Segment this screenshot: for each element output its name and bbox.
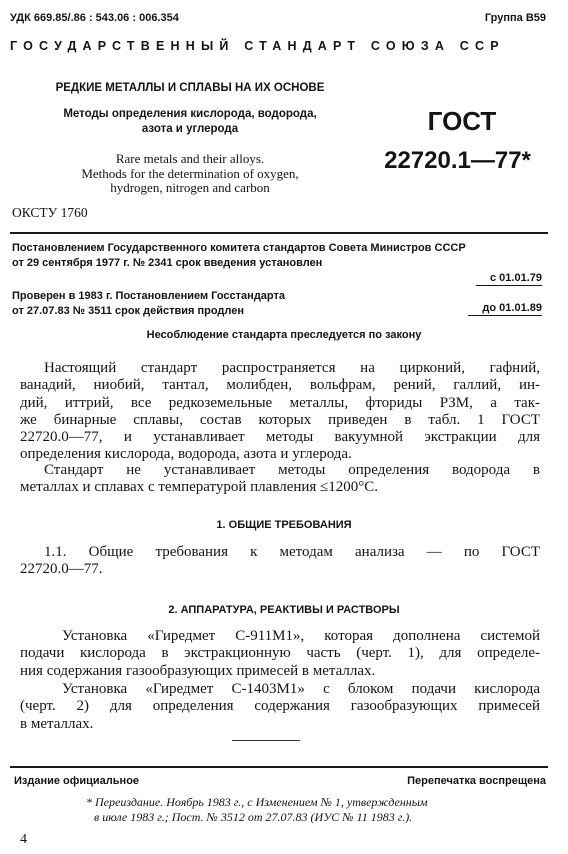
page-number: 4 (20, 832, 27, 847)
text-line: Установка «Гиредмет С-911М1», которая дополнена системой (62, 628, 540, 644)
title-en (40, 152, 340, 196)
date-validity (468, 302, 542, 314)
text-line: Установка «Гиредмет С-1403М1» с блоком подачи кислорода (62, 681, 540, 697)
title-ru-sub (40, 107, 340, 137)
text-line: же бинарные сплавы, состав которых приведен в табл. 1 ГОСТ (20, 411, 540, 428)
text-line: 22720.0—77. (20, 561, 103, 578)
okstu-code: ОКСТУ 1760 (12, 205, 88, 220)
decree-text (12, 241, 466, 271)
official-edition-label: Издание официальное (14, 775, 140, 787)
decree-line: Постановлением Государственного комитета стандартов Совета Министров СССР (12, 242, 466, 254)
date-introduction-value: с 01.01.79 (476, 272, 542, 286)
state-standard-banner: ГОСУДАРСТВЕННЫЙ СТАНДАРТ СОЮЗА ССР (10, 39, 505, 53)
date-introduction (476, 272, 542, 284)
gost-number: 22720.1—77* (384, 147, 531, 174)
decree-line: от 29 сентября 1977 г. № 2341 срок введения установлен (12, 257, 323, 269)
violation-notice: Несоблюдение стандарта преследуется по закону (146, 329, 422, 341)
footnote-line: * Переиздание. Ноябрь 1983 г., с Изменением № 1, утвержденным (86, 795, 428, 809)
divider-bottom (10, 766, 548, 768)
title-ru-main: РЕДКИЕ МЕТАЛЛЫ И СПЛАВЫ НА ИХ ОСНОВЕ (55, 82, 325, 94)
paragraph-exclusion (20, 462, 540, 497)
text-line: в металлах. (20, 715, 94, 732)
text-line: ванадий, ниобий, тантал, молибден, вольфрам, рений, галлий, ин- (20, 377, 540, 394)
gost-label: ГОСТ (427, 106, 497, 136)
text-line: металлах и сплавах с температурой плавления ≤1200°С. (20, 479, 379, 496)
text-line: Стандарт не устанавливает методы определения водорода в (44, 462, 540, 478)
text-line: Настоящий стандарт распространяется на цирконий, гафний, (44, 360, 540, 376)
paragraph-apparatus-2 (20, 681, 540, 733)
group-code: Группа В59 (484, 12, 546, 24)
footnote-line: в июле 1983 г.; Пост. № 3512 от 27.07.83 (ИУС № 11 1983 г.). (94, 810, 413, 824)
check-line: от 27.07.83 № 3511 срок действия продлен (12, 305, 245, 317)
section-2-heading: 2. АППАРАТУРА, РЕАКТИВЫ И РАСТВОРЫ (168, 604, 400, 616)
title-en-line: Rare metals and their alloys. (115, 151, 265, 166)
udk-code: УДК 669.85/.86 : 543.06 : 006.354 (10, 12, 179, 24)
divider-top (10, 232, 548, 234)
section-1-heading: 1. ОБЩИЕ ТРЕБОВАНИЯ (216, 519, 352, 531)
title-ru-sub-line: Методы определения кислорода, водорода, (63, 108, 317, 120)
check-line: Проверен в 1983 г. Постановлением Госстандарта (12, 290, 285, 302)
title-ru-sub-line: азота и углерода (141, 123, 239, 135)
text-line: дий, иттрий, все редкоземельные металлы, фториды РЗМ, а так- (20, 394, 540, 411)
short-divider (232, 740, 300, 741)
text-line: подачи кислорода в экстракционную часть (черт. 1), для определе- (20, 645, 540, 662)
text-line: 1.1. Общие требования к методам анализа — по ГОСТ (44, 544, 540, 560)
date-validity-value: до 01.01.89 (468, 302, 542, 316)
check-text (12, 289, 285, 319)
footnote (86, 795, 428, 825)
title-en-line: hydrogen, nitrogen and carbon (110, 180, 270, 195)
text-line: ния содержания газообразующих примесей в металлах. (20, 662, 376, 679)
title-en-line: Methods for the determination of oxygen, (81, 165, 299, 181)
paragraph-general-requirements (20, 544, 540, 579)
text-line: определения кислорода, водорода, азота и углерода. (20, 446, 352, 463)
paragraph-apparatus-1 (20, 628, 540, 680)
reprint-prohibited-label: Перепечатка воспрещена (407, 775, 546, 787)
text-line: 22720.0—77, и устанавливает методы вакуумной экстракции для (20, 429, 540, 446)
text-line: (черт. 2) для определения содержания газообразующих примесей (20, 698, 540, 715)
paragraph-scope (20, 360, 540, 464)
